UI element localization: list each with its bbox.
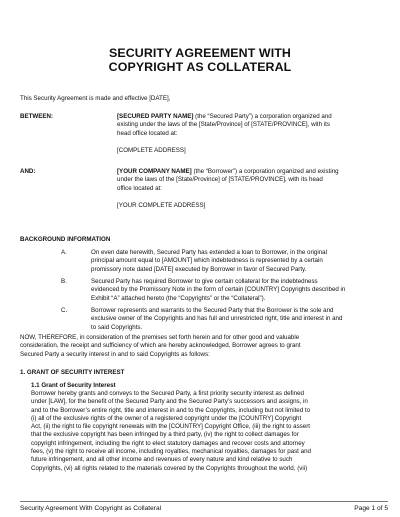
and-line-1: [YOUR COMPANY NAME] (the “Borrower”) a corporation organized and existing bbox=[117, 168, 339, 175]
background-item-letter-b: B. bbox=[61, 278, 67, 285]
background-item-b: Secured Party has required Borrower to give certain collateral for the indebtedness evidenced by the Promissory Note in the form of certain [COUNTRY] Copyrights described in Exhibit “A” attached hereto (the “Copyrights” or the “Collateral”). bbox=[91, 278, 346, 302]
section-1-heading: 1. GRANT OF SECURITY INTEREST bbox=[20, 369, 125, 376]
background-item-letter-a: A. bbox=[61, 249, 67, 256]
secured-party-name: [SECURED PARTY NAME] bbox=[117, 113, 194, 120]
title-line-2: COPYRIGHT AS COLLATERAL bbox=[108, 60, 292, 74]
title-line-1: SECURITY AGREEMENT WITH bbox=[109, 46, 291, 60]
background-item-letter-c: C. bbox=[61, 307, 68, 314]
and-party-block bbox=[117, 168, 392, 193]
between-address: [COMPLETE ADDRESS] bbox=[117, 147, 186, 154]
section-1-1-paragraph: Borrower hereby grants and conveys to the Secured Party, a first priority security interest as defined under [LAW], for the benefit of the Secured Party and the Secured Party’s successors and assigns, in and to the Borrower’s entire right, title and interest in and to the Copyrights, including but not limited to (i) all of the exclusive rights of the owner of a registered copyright under the [COUNTRY] Copyright Act, (ii) the right to file copyright renewals with the [COUNTRY] Copyright Office, (iii) the right to assert that the exclusive copyright has been infringed by a third party, (iv) the right to collect damages for copyright infringement, including the right to elect statutory damages and recover costs and attorney fees, (v) the right to receive all income, including royalties, mechanical royalties, damages for past and future infringement, and all other income and revenues of every nature and kind relative to such Copyrights, (vi) all rights related to the materials covered by the Copyrights throughout the world, (vii) bbox=[31, 390, 311, 472]
and-line-3: office located at: bbox=[117, 184, 162, 192]
between-label: BETWEEN: bbox=[20, 113, 53, 120]
company-name: [YOUR COMPANY NAME] bbox=[117, 168, 192, 175]
footer-divider bbox=[20, 501, 388, 502]
background-heading: BACKGROUND INFORMATION bbox=[20, 236, 111, 243]
footer-title: Security Agreement With Copyright as Collateral bbox=[20, 505, 162, 512]
section-1-1-heading: 1.1 Grant of Security Interest bbox=[31, 382, 116, 389]
intro-text: This Security Agreement is made and effective [DATE], bbox=[20, 95, 171, 102]
document-title bbox=[0, 46, 400, 74]
between-line-1: [SECURED PARTY NAME] (the “Secured Party”) a corporation organized and bbox=[117, 113, 332, 120]
footer-page-number: Page 1 of 5 bbox=[354, 505, 388, 512]
now-therefore-paragraph: NOW, THEREFORE, in consideration of the premises set forth herein and for other good and valuable consideration, the receipt and sufficiency of which are hereby acknowledged, Borrower agrees to grant Secured Party a security interest in and to said Copyrights as follows: bbox=[20, 334, 301, 358]
between-line-3: head office located at: bbox=[117, 129, 178, 137]
between-party-block bbox=[117, 113, 392, 138]
background-item-a: On even date herewith, Secured Party has extended a loan to Borrower, in the original principal amount equal to [AMOUNT] which indebtedness is represented by a certain promissory note dated [DATE] executed by Borrower in favor of Secured Party. bbox=[91, 249, 327, 273]
and-address: [YOUR COMPLETE ADDRESS] bbox=[117, 202, 206, 209]
and-line-2: under the laws of the [State/Province] of [STATE/PROVINCE], with its head bbox=[117, 176, 323, 184]
and-label: AND: bbox=[20, 168, 36, 175]
between-line-2: existing under the laws of the [State/Province] of [STATE/PROVINCE], with its bbox=[117, 121, 330, 129]
background-item-c: Borrower represents and warrants to the Secured Party that the Borrower is the sole and exclusive owner of the Copyrights and has full and unrestricted right, title and interest in and to said Copyrights. bbox=[91, 307, 343, 331]
